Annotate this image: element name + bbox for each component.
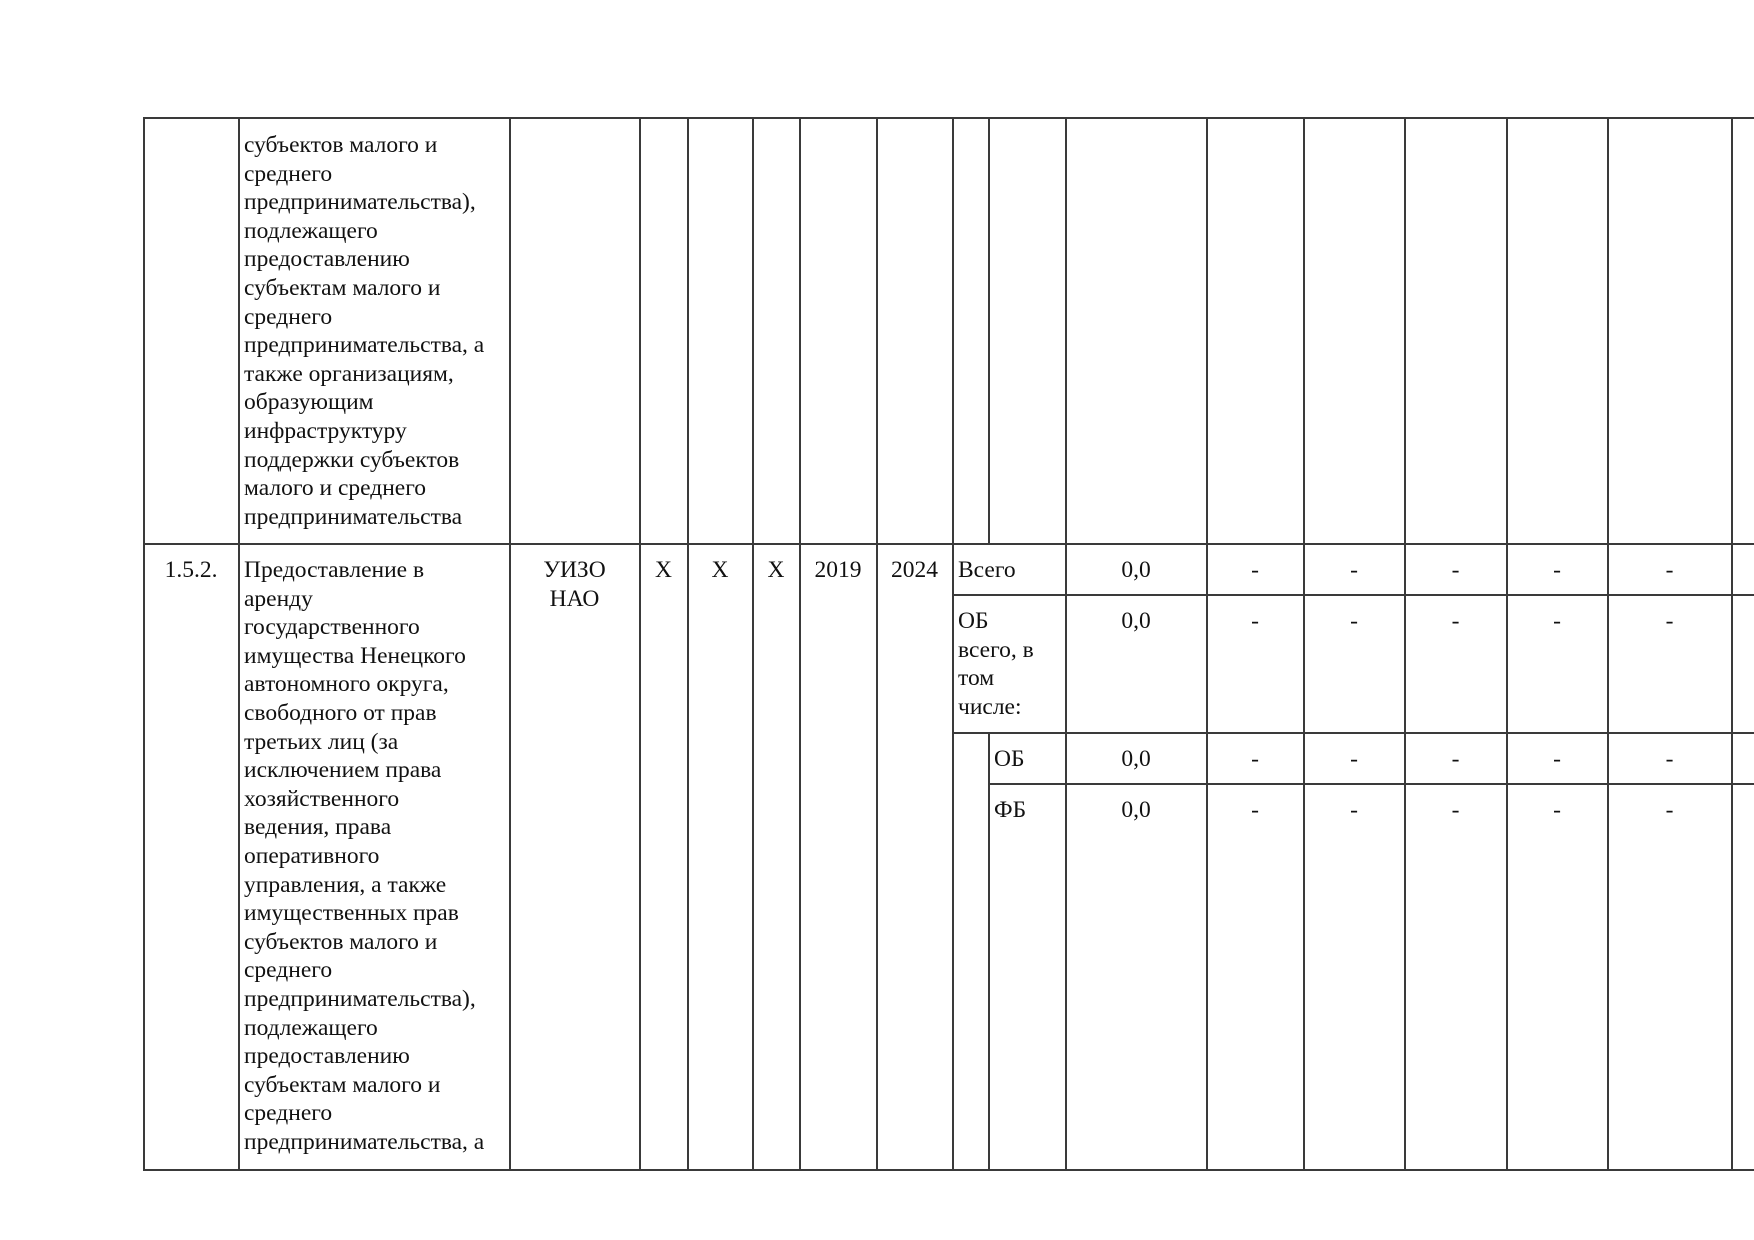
funding-dash: - [1350,557,1358,583]
funding-dash: - [1665,797,1674,823]
funding-value: 0,0 [1121,557,1151,583]
funding-dash: - [1451,608,1460,634]
funding-dash: - [1251,557,1259,583]
mark-cell: Х [655,557,672,583]
column-border [1206,117,1208,1170]
column-border [1303,117,1305,1170]
row-number: 1.5.2. [164,557,218,583]
funding-label-ob-total: ОБ всего, в том числе: [958,608,1034,720]
column-border [1607,117,1609,1170]
funding-dash: - [1553,608,1561,634]
continuation-description: субъектов малого и среднего предпринимательства), подлежащего предоставлению субъектам малого и среднего предпринимательства, а также организациям, образующим инфраструктуру поддержки субъектов малого и среднего предпринимательства [244,132,485,530]
column-border [687,117,689,1170]
column-border [752,117,754,1170]
column-border [509,117,511,1170]
column-border [799,117,801,1170]
column-border [1065,117,1067,1170]
funding-value: 0,0 [1121,608,1151,634]
funding-dash: - [1665,557,1674,583]
funding-row-divider [952,732,1754,734]
funding-dash: - [1350,608,1358,634]
funding-dash: - [1665,746,1674,772]
column-border [952,117,954,1170]
subcolumn-border [988,117,990,544]
funding-dash: - [1251,797,1259,823]
mark-cell: Х [767,557,785,583]
funding-dash: - [1553,557,1561,583]
funding-label-total: Всего [958,557,1016,583]
funding-row-divider [952,594,1754,596]
funding-dash: - [1251,608,1259,634]
subcolumn-border [988,732,990,1170]
funding-dash: - [1451,746,1460,772]
funding-dash: - [1553,797,1561,823]
funding-dash: - [1553,746,1561,772]
funding-dash: - [1350,797,1358,823]
funding-label-fb: ФБ [994,797,1027,823]
executor: УИЗО НАО [543,557,606,612]
funding-row-divider [988,783,1754,785]
funding-dash: - [1451,797,1460,823]
year-end: 2024 [891,557,938,583]
column-border [143,117,145,1170]
column-border [639,117,641,1170]
mark-cell: Х [711,557,729,583]
row-description: Предоставление в аренду государственного имущества Ненецкого автономного округа, свободного от прав третьих лиц (за исключением права хозяйственного ведения, права оперативного управления, а также имущественных прав субъектов малого и среднего предпринимательства), подлежащего предоставлению субъектам малого и среднего предпринимательства, а [244,557,485,1155]
funding-dash: - [1451,557,1460,583]
table-top-border [143,117,1754,119]
table-bottom-border [143,1169,1754,1171]
funding-dash: - [1350,746,1358,772]
funding-value: 0,0 [1121,746,1151,772]
column-border [1506,117,1508,1170]
funding-label-ob: ОБ [994,746,1025,772]
row-divider [143,543,1754,545]
column-border [1731,117,1733,1170]
column-border [1404,117,1406,1170]
year-start: 2019 [814,557,862,583]
column-border [876,117,878,1170]
column-border [238,117,240,1170]
funding-value: 0,0 [1121,797,1151,823]
funding-dash: - [1251,746,1259,772]
funding-dash: - [1665,608,1674,634]
